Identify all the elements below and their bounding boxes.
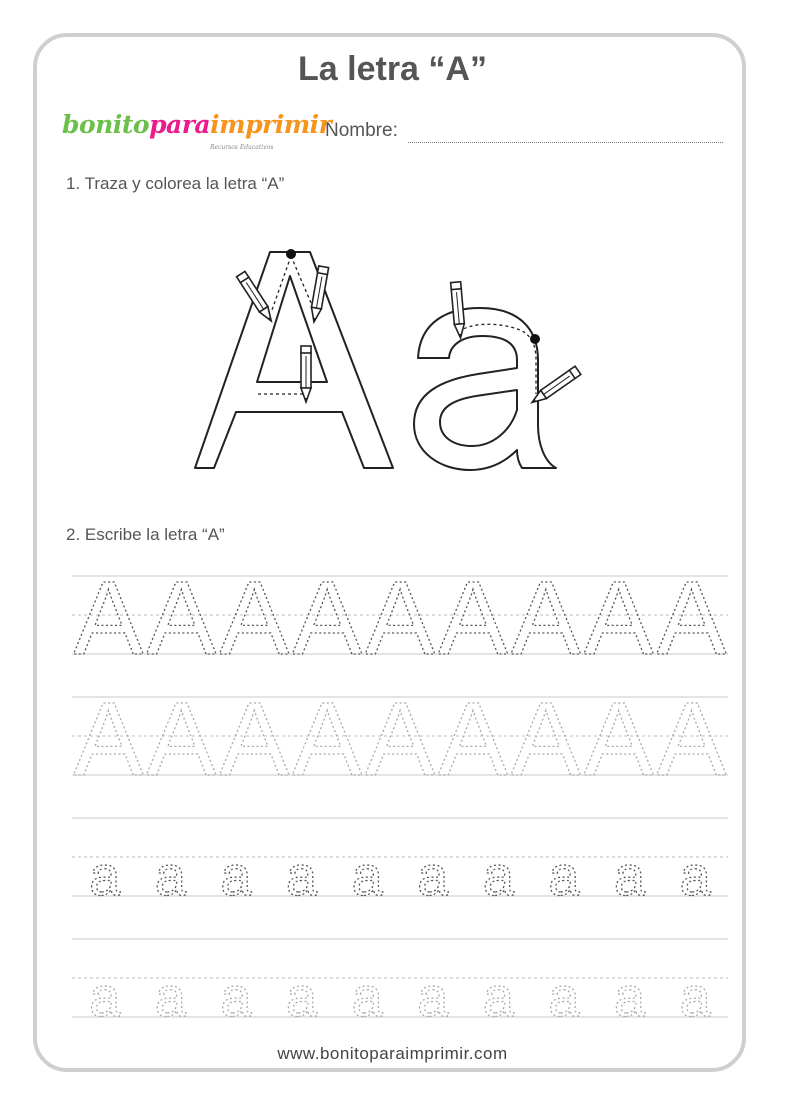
practice-letter[interactable]: A <box>73 560 144 677</box>
practice-letter[interactable]: a <box>548 965 580 1028</box>
practice-letter[interactable]: a <box>482 965 514 1028</box>
practice-letter[interactable]: a <box>220 965 252 1028</box>
instruction-trace: 1. Traza y colorea la letra “A” <box>66 174 285 193</box>
practice-letter[interactable]: a <box>679 965 711 1028</box>
practice-letter[interactable]: a <box>351 965 383 1028</box>
practice-letter[interactable]: A <box>656 681 727 798</box>
practice-letter[interactable]: a <box>679 844 711 907</box>
practice-letter[interactable]: A <box>583 681 654 798</box>
practice-letter[interactable]: A <box>219 560 290 677</box>
practice-letter[interactable]: a <box>417 844 449 907</box>
practice-letter[interactable]: A <box>510 681 581 798</box>
practice-letter[interactable]: a <box>614 844 646 907</box>
practice-letter[interactable]: a <box>351 844 383 907</box>
practice-letter[interactable]: a <box>89 844 121 907</box>
footer-url: www.bonitoparaimprimir.com <box>277 1044 508 1063</box>
practice-letter[interactable]: A <box>219 681 290 798</box>
practice-letter[interactable]: a <box>417 965 449 1028</box>
logo-part-3: imprimir <box>210 110 332 139</box>
practice-letter[interactable]: a <box>614 965 646 1028</box>
practice-letter[interactable]: a <box>220 844 252 907</box>
practice-letter[interactable]: a <box>154 844 186 907</box>
practice-letter[interactable]: A <box>364 560 436 677</box>
practice-letter[interactable]: A <box>292 681 363 798</box>
logo-tagline: Recursos Educativos <box>210 144 274 151</box>
practice-letter[interactable]: a <box>154 965 186 1028</box>
practice-letter[interactable]: A <box>437 560 508 677</box>
practice-letter[interactable]: A <box>656 560 727 677</box>
logo-part-1: bonito <box>62 110 150 139</box>
pencil-icon <box>301 346 311 402</box>
practice-letter[interactable]: A <box>583 560 654 677</box>
practice-letter[interactable]: a <box>286 844 318 907</box>
practice-letter[interactable]: A <box>73 681 144 798</box>
practice-letter[interactable]: A <box>146 560 217 677</box>
practice-letter[interactable]: A <box>364 681 436 798</box>
practice-letter[interactable]: a <box>89 965 121 1028</box>
practice-letter[interactable]: A <box>510 560 581 677</box>
logo-part-2: para <box>149 110 211 139</box>
name-label: Nombre: <box>325 120 398 141</box>
practice-letter[interactable]: A <box>437 681 508 798</box>
page-title: La letra “A” <box>298 50 487 88</box>
practice-letter[interactable]: a <box>286 965 318 1028</box>
practice-letter[interactable]: a <box>482 844 514 907</box>
practice-letter[interactable]: A <box>292 560 363 677</box>
outline-lowercase-a[interactable] <box>414 308 556 470</box>
practice-letter[interactable]: a <box>548 844 580 907</box>
practice-letter[interactable]: A <box>146 681 217 798</box>
practice-rows <box>72 560 728 1028</box>
outline-uppercase-a[interactable] <box>195 249 393 468</box>
instruction-write: 2. Escribe la letra “A” <box>66 525 225 544</box>
